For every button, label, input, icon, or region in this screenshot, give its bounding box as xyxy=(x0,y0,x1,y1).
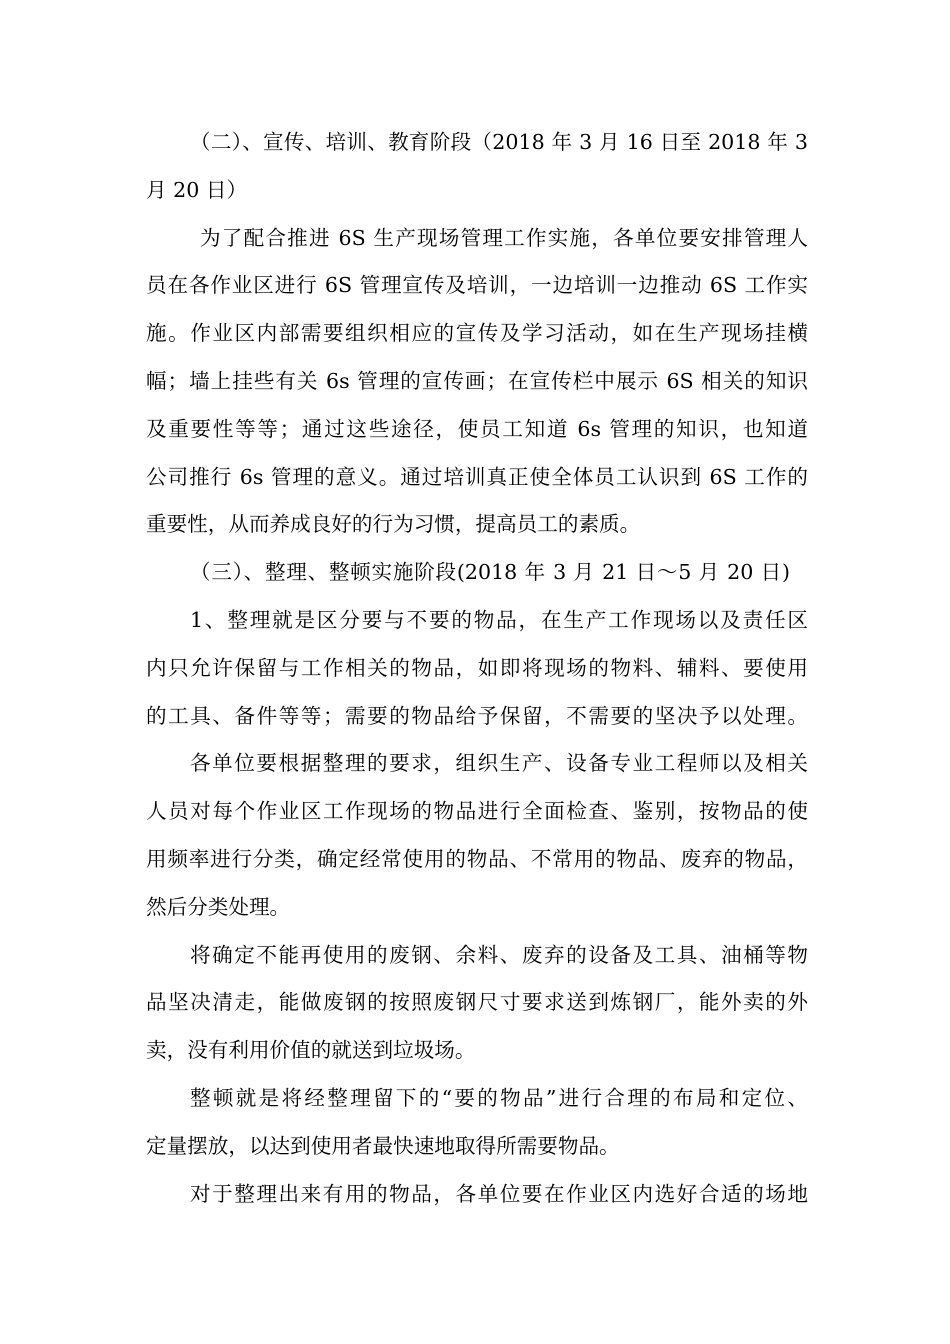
text-line-21: 整顿就是将经整理留下的“要的物品”进行合理的布局和定位、 xyxy=(190,1086,808,1110)
text-line-3: 为了配合推进 6S 生产现场管理工作实施，各单位要安排管理人 xyxy=(200,226,808,250)
text-line-14: 各单位要根据整理的要求，组织生产、设备专业工程师以及相关 xyxy=(190,751,808,775)
text-line-19: 品坚决清走，能做废钢的按照废钢尺寸要求送到炼钢厂，能外卖的外 xyxy=(146,990,808,1014)
text-line-5: 施。作业区内部需要组织相应的宣传及学习活动，如在生产现场挂横 xyxy=(146,321,808,345)
text-line-18: 将确定不能再使用的废钢、余料、废弃的设备及工具、油桶等物 xyxy=(190,943,808,967)
text-line-7: 及重要性等等；通过这些途径，使员工知道 6s 管理的知识，也知道 xyxy=(146,417,808,441)
text-line-17: 然后分类处理。 xyxy=(146,895,291,919)
text-line-22: 定量摆放，以达到使用者最快速地取得所需要物品。 xyxy=(146,1134,620,1158)
text-line-9: 重要性，从而养成良好的行为习惯，提高员工的素质。 xyxy=(146,512,641,536)
text-line-2: 月 20 日） xyxy=(146,178,248,202)
text-line-4: 员在各作业区进行 6S 管理宣传及培训，一边培训一边推动 6S 工作实 xyxy=(146,273,808,297)
text-line-12: 内只允许保留与工作相关的物品，如即将现场的物料、辅料、要使用 xyxy=(146,656,808,680)
text-line-6: 幅；墙上挂些有关 6s 管理的宣传画；在宣传栏中展示 6S 相关的知识 xyxy=(146,369,808,393)
text-line-8: 公司推行 6s 管理的意义。通过培训真正使全体员工认识到 6S 工作的 xyxy=(146,465,808,489)
text-line-16: 用频率进行分类，确定经常使用的物品、不常用的物品、废弃的物品， xyxy=(146,847,808,871)
text-line-11: 1、整理就是区分要与不要的物品，在生产工作现场以及责任区 xyxy=(190,608,808,632)
text-line-23: 对于整理出来有用的物品，各单位要在作业区内选好合适的场地 xyxy=(190,1182,808,1206)
text-line-15: 人员对每个作业区工作现场的物品进行全面检查、鉴别，按物品的使 xyxy=(146,799,808,823)
text-line-1: （二）、宣传、培训、教育阶段（2018 年 3 月 16 日至 2018 年 3 xyxy=(190,130,808,154)
text-line-20: 卖，没有利用价值的就送到垃圾场。 xyxy=(146,1038,476,1062)
text-line-13: 的工具、备件等等；需要的物品给予保留，不需要的坚决予以处理。 xyxy=(146,704,808,728)
text-line-10: （三）、整理、整顿实施阶段(2018 年 3 月 21 日～5 月 20 日) xyxy=(190,560,790,584)
